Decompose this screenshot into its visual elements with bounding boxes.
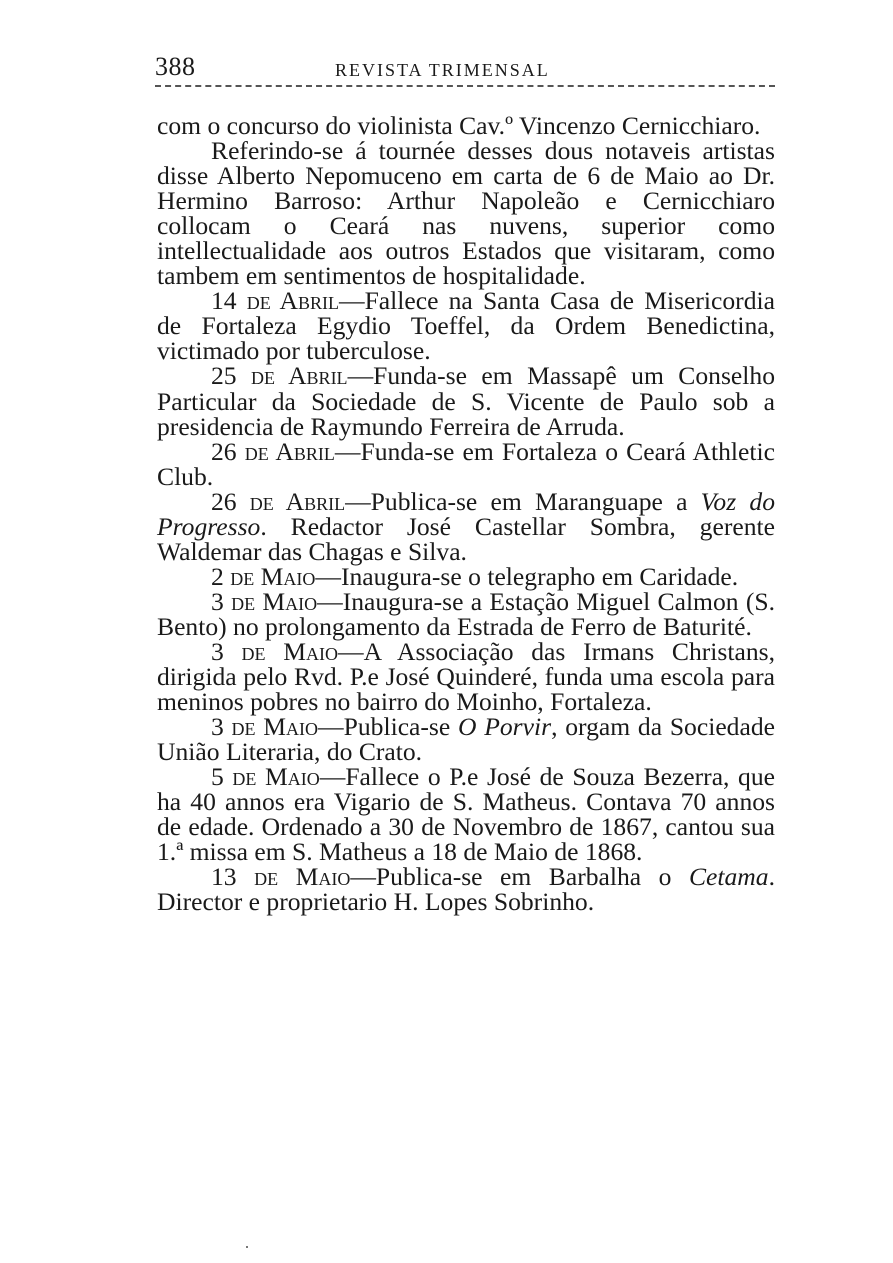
entry-date: 3 de Maio xyxy=(211,712,319,742)
entry-date: 2 de Maio xyxy=(211,561,316,591)
entry-26-abril-voz xyxy=(157,486,775,566)
entry-text: —Inaugura-se a Estação Miguel Calmon (S. Bento) no prolongamento da Estrada de Ferro de Baturité. xyxy=(157,586,775,641)
entry-date: 13 de Maio xyxy=(211,862,351,892)
entry-text: —Inaugura-se o telegrapho em Caridade. xyxy=(315,561,739,591)
entry-14-abril xyxy=(157,286,775,366)
periodical-title: Cetama xyxy=(688,862,769,892)
entry-date: 26 de Abril xyxy=(211,436,335,466)
entry-date: 3 de Maio xyxy=(211,586,318,616)
entry-text: —Fallece na Santa Casa de Misericordia de Fortaleza Egydio Toeffel, da Ordem Benedictina, victimado por tuberculose. xyxy=(157,286,775,366)
entry-date: 25 de Abril xyxy=(211,361,348,391)
entry-date: 14 de Abril xyxy=(211,286,339,316)
entry-3-maio-estacao xyxy=(157,586,775,641)
page-header xyxy=(155,52,775,88)
paragraph-continuation: com o concurso do violinista Cav.º Vincenzo Cernicchiaro. xyxy=(157,111,761,140)
entry-5-maio xyxy=(157,762,776,867)
entry-25-abril xyxy=(157,361,775,441)
entry-text: —Publica-se em Maranguape a xyxy=(345,486,701,516)
scan-speck xyxy=(246,1246,248,1248)
header-rule xyxy=(155,85,775,87)
entry-text: —Publica-se xyxy=(318,712,459,742)
entry-text: —A Associação das Irmans Christans, dirigida pelo Rvd. P.e José Quinderé, funda uma escola para meninos pobres no bairro do Moinho, Fortaleza. xyxy=(157,636,775,717)
entry-date: 5 de Maio xyxy=(211,762,320,792)
entry-date: 3 de Maio xyxy=(211,636,338,666)
entry-26-abril-athletic xyxy=(157,436,775,491)
entry-text: , orgam da Sociedade União Literaria, do Crato. xyxy=(157,712,775,767)
entry-text: —Publica-se em Barbalha o xyxy=(350,862,689,892)
entry-text: . Director e proprietario H. Lopes Sobrinho. xyxy=(157,862,775,917)
entry-text: —Funda-se em Fortaleza o Ceará Athletic Club. xyxy=(157,436,775,491)
entry-13-maio xyxy=(157,862,775,917)
entry-date: 26 de Abril xyxy=(211,486,346,516)
periodical-title: Voz do Progresso xyxy=(157,486,775,541)
entry-text: —Fallece o P.e José de Souza Bezerra, que ha 40 annos era Vigario de S. Matheus. Contava 70 annos de edade. Ordenado a 30 de Novembro de 1867, cantou sua 1.ª missa em S. Matheus a 18 de Maio de 1868. xyxy=(157,762,776,867)
running-title: REVISTA TRIMENSAL xyxy=(335,60,550,80)
page-number: 388 xyxy=(155,52,196,81)
body-text xyxy=(157,113,775,915)
paragraph-tournee: Referindo-se á tournée desses dous notaveis artistas disse Alberto Nepomuceno em carta de 6 de Maio ao Dr. Hermino Barroso: Arthur Napoleão e Cernicchiaro collocam o Ceará nas nuvens, superior como intellectualidade aos outros Estados que visitaram, como tambem em sentimentos de hospitalidade. xyxy=(157,136,775,291)
entry-text: —Funda-se em Massapê um Conselho Particular da Sociedade de S. Vicente de Paulo sob a presidencia de Raymundo Ferreira de Arruda. xyxy=(157,361,775,441)
entry-2-maio xyxy=(157,561,775,591)
entry-text: . Redactor José Castellar Sombra, gerente Waldemar das Chagas e Silva. xyxy=(157,511,775,566)
entry-3-maio-porvir xyxy=(157,712,775,767)
entry-3-maio-associacao xyxy=(157,636,775,717)
periodical-title: O Porvir xyxy=(458,712,552,742)
